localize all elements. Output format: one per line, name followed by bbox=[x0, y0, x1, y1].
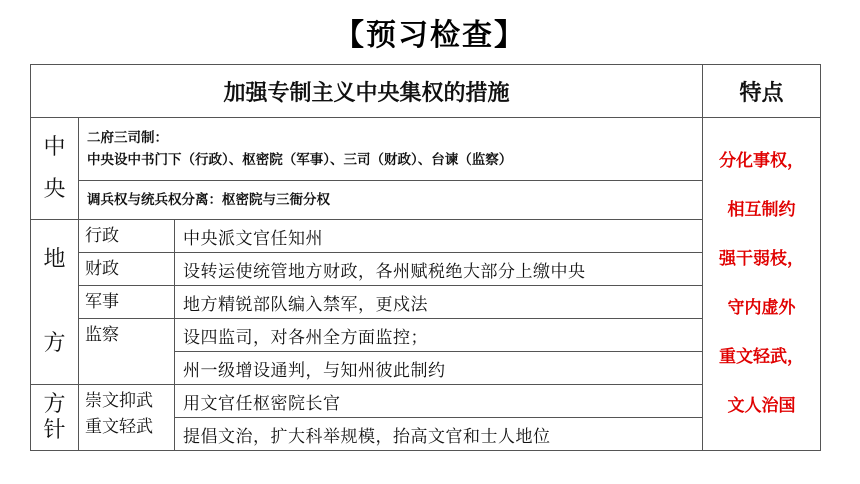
local-label bbox=[31, 220, 79, 385]
local-label-char-2: 方 bbox=[43, 331, 66, 356]
policy-label-char-1: 方 bbox=[43, 391, 66, 417]
local-category-admin: 行政 bbox=[79, 220, 175, 253]
measures-table bbox=[30, 64, 821, 451]
policy-label-char-2: 针 bbox=[43, 417, 66, 443]
header-features: 特点 bbox=[703, 65, 821, 118]
local-row-2 bbox=[31, 253, 821, 286]
policy-label bbox=[31, 385, 79, 451]
local-content-finance: 设转运使统管地方财政，各州赋税绝大部分上缴中央 bbox=[175, 253, 703, 286]
central-system-detail: 中央设中书门下（行政）、枢密院（军事）、三司（财政）、台谏（监察） bbox=[87, 152, 513, 168]
local-row-4 bbox=[31, 319, 821, 352]
table-header-row bbox=[31, 65, 821, 118]
policy-category-line-1: 崇文抑武 bbox=[85, 391, 153, 411]
feature-line-5: 重文轻武， bbox=[719, 347, 804, 367]
policy-content-1: 用文官任枢密院长官 bbox=[175, 385, 703, 418]
header-measures: 加强专制主义中央集权的措施 bbox=[31, 65, 703, 118]
central-system-title: 二府三司制： bbox=[87, 130, 168, 146]
central-military-cell: 调兵权与统兵权分离：枢密院与三衙分权 bbox=[79, 181, 703, 220]
features-column bbox=[703, 118, 821, 451]
policy-category bbox=[79, 385, 175, 451]
local-content-admin: 中央派文官任知州 bbox=[175, 220, 703, 253]
central-row-1 bbox=[31, 118, 821, 181]
policy-category-line-2: 重文轻武 bbox=[85, 417, 153, 437]
central-label-char-1: 中 bbox=[43, 134, 66, 160]
local-content-military: 地方精锐部队编入禁军，更戍法 bbox=[175, 286, 703, 319]
local-category-finance: 财政 bbox=[79, 253, 175, 286]
local-row-3 bbox=[31, 286, 821, 319]
local-content-supervision-2: 州一级增设通判，与知州彼此制约 bbox=[175, 352, 703, 385]
feature-line-2: 相互制约 bbox=[727, 200, 796, 220]
policy-row-1 bbox=[31, 385, 821, 418]
feature-line-6: 文人治国 bbox=[727, 396, 796, 416]
page-title: 【预习检查】 bbox=[334, 18, 526, 53]
feature-line-1: 分化事权， bbox=[719, 151, 804, 171]
central-row-2 bbox=[31, 181, 821, 220]
local-label-char-1: 地 bbox=[43, 247, 66, 272]
central-label-char-2: 央 bbox=[43, 176, 66, 202]
central-system-cell bbox=[79, 118, 703, 181]
feature-line-4: 守内虚外 bbox=[727, 298, 796, 318]
policy-content-2: 提倡文治，扩大科举规模，抬高文官和士人地位 bbox=[175, 418, 703, 451]
central-label bbox=[31, 118, 79, 220]
feature-line-3: 强干弱枝， bbox=[719, 249, 804, 269]
local-content-supervision-1: 设四监司，对各州全方面监控； bbox=[175, 319, 703, 352]
local-category-military: 军事 bbox=[79, 286, 175, 319]
local-category-supervision: 监察 bbox=[79, 319, 175, 385]
local-row-1 bbox=[31, 220, 821, 253]
